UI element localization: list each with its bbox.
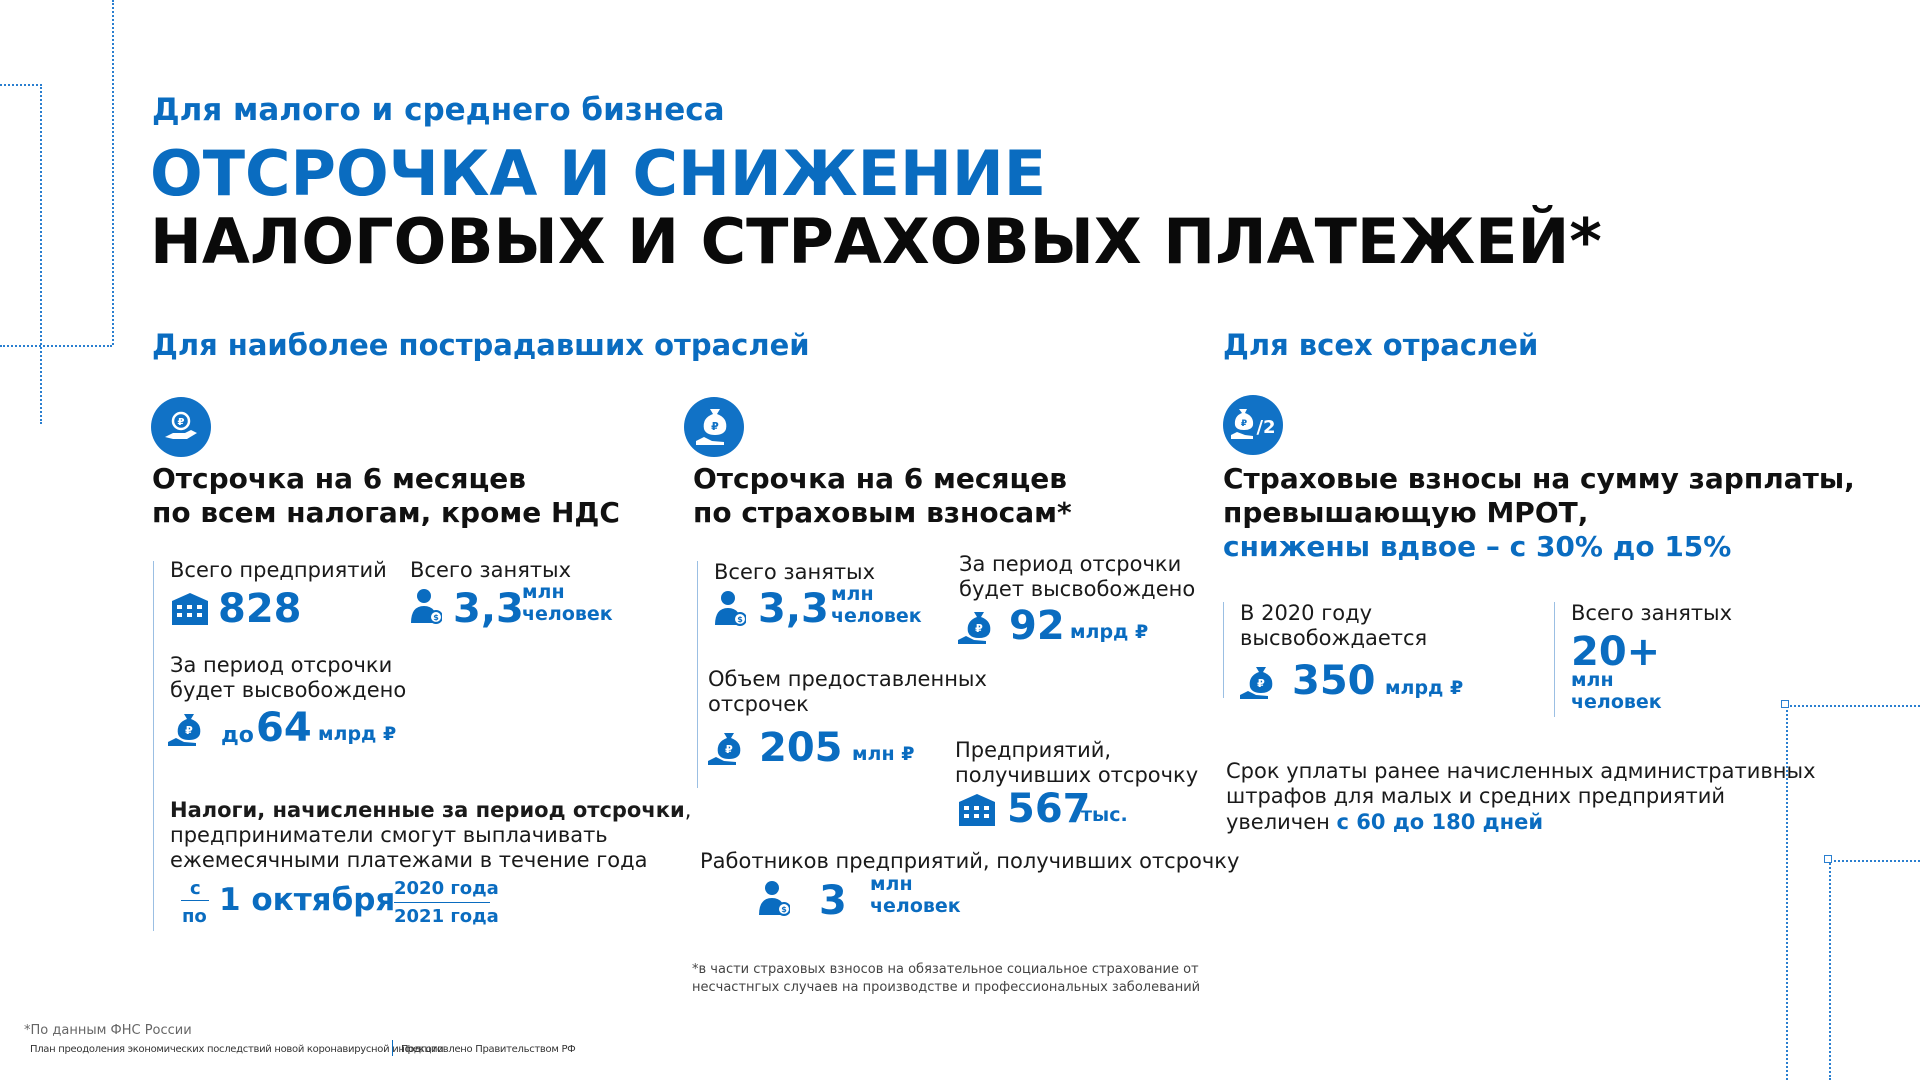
col1-taxes-line2: предприниматели смогут выплачивать (170, 823, 608, 847)
col2-volume-label-l2: отсрочек (708, 692, 809, 716)
decor-dotted-line (1829, 860, 1920, 862)
col1-release-label-l2: будет высвобождено (170, 678, 407, 702)
col2-employed-label: Всего занятых (714, 560, 876, 584)
col3-release-label-l1: В 2020 году (1240, 601, 1373, 625)
col2-footnote-l2: несчастнгых случаев на производстве и профессиональных заболеваний (692, 980, 1201, 995)
col3-release-value: 350 (1292, 658, 1376, 704)
col1-to-label: по (182, 906, 207, 927)
col1-taxes-line3: ежемесячными платежами в течение года (170, 848, 648, 872)
col2-enterprises-value: 567 (1007, 786, 1091, 832)
money-bag-half-icon (1223, 395, 1283, 455)
col3-employed-label: Всего занятых (1571, 601, 1733, 625)
col1-release-prefix: до (221, 723, 254, 748)
decor-dotted-line (1786, 705, 1920, 707)
col1-date-value: 1 октября (219, 882, 396, 918)
col1-enterprises-value: 828 (218, 586, 302, 632)
col2-workers-unit-l1: млн (870, 873, 913, 895)
col1-employed-unit-l2: человек (522, 603, 613, 625)
footer-divider (392, 1040, 393, 1056)
col2-release-value: 92 (1009, 603, 1065, 649)
col1-employed-unit-l1: млн (522, 581, 565, 603)
footer-plan: План преодоления экономических последствий новой коронавирусной инфекции (30, 1044, 444, 1055)
col1-year-to: 2021 года (394, 906, 499, 927)
person-icon (410, 587, 442, 625)
col1-enterprises-label: Всего предприятий (170, 558, 387, 582)
col2-release-label-l2: будет высвобождено (959, 577, 1196, 601)
money-bag-hand-icon (958, 608, 998, 644)
col1-release-unit: млрд ₽ (318, 723, 397, 745)
col3-rule-right (1554, 602, 1555, 717)
col3-rule-left (1223, 602, 1224, 698)
col1-employed-label: Всего занятых (410, 558, 572, 582)
col3-employed-unit-l2: человек (1571, 691, 1662, 713)
col2-enterprises-label-l2: получивших отсрочку (955, 763, 1199, 787)
col2-release-unit: млрд ₽ (1070, 621, 1149, 643)
decor-dotted-line (40, 84, 42, 424)
building-icon (170, 591, 210, 627)
col2-employed-value: 3,3 (758, 586, 829, 632)
col3-fines-l1: Срок уплаты ранее начисленных административных (1226, 759, 1816, 783)
col2-volume-unit: млн ₽ (852, 743, 915, 765)
svg-text:$: $ (781, 905, 787, 914)
person-icon (714, 589, 746, 627)
col1-from-to-divider (181, 900, 209, 901)
col1-release-value: 64 (256, 705, 312, 751)
col3-fines-l3-highlight: с 60 до 180 дней (1336, 810, 1544, 834)
svg-text:₽: ₽ (1240, 419, 1248, 429)
section-heading-affected: Для наиболее пострадавших отраслей (152, 328, 810, 362)
col2-employed-unit-l2: человек (831, 605, 922, 627)
col2-volume-value: 205 (759, 725, 843, 771)
col2-footnote-l1: *в части страховых взносов на обязательное социальное страхование от (692, 962, 1199, 977)
money-bag-hand-icon (708, 728, 748, 766)
decor-square (1781, 700, 1789, 708)
decor-dotted-line (112, 0, 114, 345)
svg-text:₽: ₽ (1257, 677, 1265, 690)
col2-workers-value: 3 (819, 878, 847, 924)
svg-text:₽: ₽ (725, 743, 733, 756)
col1-taxes-line1 (170, 798, 691, 823)
col1-employed-value: 3,3 (453, 586, 524, 632)
col1-taxes-comma: , (684, 798, 692, 822)
building-icon (957, 792, 997, 828)
page-subtitle: Для малого и среднего бизнеса (152, 92, 725, 128)
col1-year-from: 2020 года (394, 878, 499, 899)
person-icon (758, 879, 790, 917)
money-bag-hand-icon (1240, 662, 1280, 700)
col2-enterprises-unit: тыс. (1081, 804, 1128, 826)
svg-text:₽: ₽ (711, 420, 719, 433)
footer-source: *По данным ФНС России (24, 1023, 192, 1038)
svg-text:₽: ₽ (185, 724, 193, 737)
decor-dotted-line (0, 84, 42, 86)
coin-hand-icon (151, 397, 211, 457)
col3-title-line2: превышающую МРОТ, (1223, 496, 1589, 529)
decor-square (1824, 855, 1832, 863)
col2-workers-unit-l2: человек (870, 895, 961, 917)
col3-employed-value: 20+ (1571, 629, 1661, 675)
col1-release-label-l1: За период отсрочки (170, 653, 393, 677)
col3-release-label-l2: высвобождается (1240, 626, 1428, 650)
section-heading-all: Для всех отраслей (1223, 328, 1539, 362)
col2-rule (697, 561, 698, 788)
col1-taxes-bold: Налоги, начисленные за период отсрочки (170, 798, 685, 822)
col2-title-line2: по страховым взносам* (693, 496, 1072, 529)
col1-from-label: с (190, 878, 201, 899)
col1-year-divider (394, 902, 490, 903)
col3-fines-l3-plain: увеличен (1226, 810, 1337, 834)
footer-prepared: Подготовлено Правительством РФ (401, 1044, 576, 1055)
col3-release-unit: млрд ₽ (1385, 677, 1464, 699)
col3-fines-l3 (1226, 810, 1543, 835)
col3-fines-l2: штрафов для малых и средних предприятий (1226, 784, 1726, 808)
col2-employed-unit-l1: млн (831, 583, 874, 605)
page-title-line1: ОТСРОЧКА И СНИЖЕНИЕ (150, 137, 1047, 210)
decor-dotted-line (0, 345, 112, 347)
col3-title-line3: снижены вдвое – с 30% до 15% (1223, 530, 1732, 563)
col3-employed-unit-l1: млн (1571, 669, 1614, 691)
money-bag-hand-icon (168, 710, 208, 746)
col2-workers-label: Работников предприятий, получивших отсрочку (700, 849, 1240, 873)
icon-half-label: /2 (1256, 417, 1276, 438)
col1-rule (153, 561, 154, 931)
col2-volume-label-l1: Объем предоставленных (708, 667, 987, 691)
svg-text:$: $ (737, 615, 743, 624)
decor-dotted-line (1829, 860, 1831, 1080)
svg-text:$: $ (433, 613, 439, 622)
col1-title-line1: Отсрочка на 6 месяцев (152, 462, 526, 495)
col1-title-line2: по всем налогам, кроме НДС (152, 496, 620, 529)
col3-title-line1: Страховые взносы на сумму зарплаты, (1223, 462, 1855, 495)
svg-text:₽: ₽ (177, 417, 185, 428)
col2-title-line1: Отсрочка на 6 месяцев (693, 462, 1067, 495)
col2-release-label-l1: За период отсрочки (959, 552, 1182, 576)
col2-enterprises-label-l1: Предприятий, (955, 738, 1112, 762)
money-bag-icon (684, 397, 744, 457)
svg-text:₽: ₽ (975, 622, 983, 635)
page-title-line2: НАЛОГОВЫХ И СТРАХОВЫХ ПЛАТЕЖЕЙ* (150, 205, 1602, 278)
